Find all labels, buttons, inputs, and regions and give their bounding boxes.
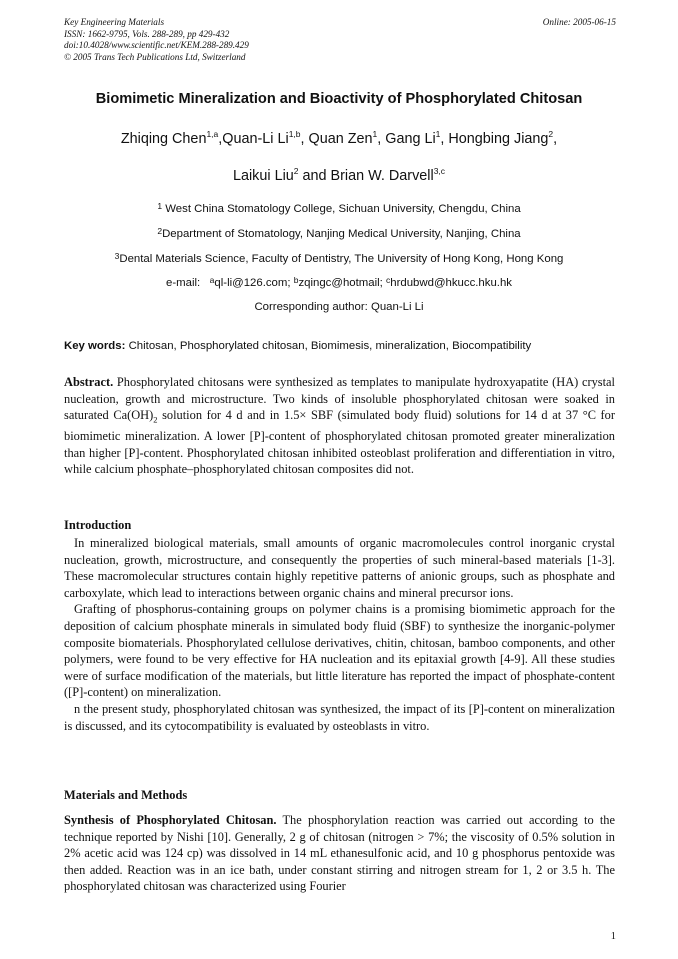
section-heading-introduction: Introduction — [64, 518, 132, 532]
affiliation-sup: 3 — [114, 251, 120, 261]
corresponding-author: Corresponding author: Quan-Li Li — [254, 301, 424, 313]
paragraph: n the present study, phosphorylated chitosan was synthesized, the impact of its [P]-content on mineralization is discussed, and its cytocompatibility is evaluated by osteoblasts in vitro. — [64, 701, 615, 733]
affiliation-text: Department of Stomatology, Nanjing Medical University, Nanjing, China — [162, 228, 521, 240]
author-sup: 1 — [435, 129, 441, 139]
section-heading-methods: Materials and Methods — [64, 788, 188, 802]
copyright-line: © 2005 Trans Tech Publications Ltd, Switzerland — [64, 51, 246, 62]
affiliation-sup: 2 — [157, 226, 163, 236]
online-date: Online: 2005-06-15 — [542, 17, 616, 27]
email-address: hrdubwd@hkucc.hku.hk — [390, 277, 512, 289]
affiliation-text: Dental Materials Science, Faculty of Dentistry, The University of Hong Kong, Hong Kong — [119, 253, 564, 265]
abstract-label: Abstract. — [64, 375, 114, 389]
email-address: ql-li@126.com; — [214, 277, 294, 289]
author-sup: 1,b — [288, 129, 301, 139]
author-line-2 — [0, 168, 678, 184]
keywords-label: Key words: — [64, 340, 126, 352]
author-name: Zhiqing Chen — [120, 131, 207, 147]
email-line — [0, 277, 678, 289]
author-name: Laikui Liu — [232, 168, 294, 184]
paper-title: Biomimetic Mineralization and Bioactivity of Phosphorylated Chitosan — [95, 91, 583, 107]
keywords — [64, 340, 620, 352]
affiliation-1 — [0, 203, 678, 215]
email-label: e-mail: — [166, 277, 210, 289]
author-sup: 2 — [548, 129, 554, 139]
affiliation-sup: 1 — [157, 201, 163, 211]
email-sup: c — [386, 275, 391, 285]
affiliation-2 — [0, 228, 678, 240]
introduction-body — [64, 535, 615, 734]
author-sup: 3,c — [433, 166, 446, 176]
author-sup: 1 — [372, 129, 378, 139]
paragraph: In mineralized biological materials, small amounts of organic macromolecules control inorganic crystal nucleation, growth, microstructure, and consequently the properties of such mineral-based materials [1-3]. These macromolecular structures contain highly repetitive patterns of anionic groups, such as phosphate and carboxylate, which lead to interactions between organic chains and mineral precursor ions. — [64, 536, 615, 600]
author-name: and Brian W. Darvell — [298, 168, 434, 184]
subsection-label: Synthesis of Phosphorylated Chitosan. — [64, 813, 277, 827]
author-line-1 — [0, 131, 678, 147]
doi-line: doi:10.4028/www.scientific.net/KEM.288-289.429 — [64, 40, 249, 50]
author-name: ,Quan-Li Li — [218, 131, 289, 147]
page-number: 1 — [610, 931, 616, 942]
affiliation-3 — [0, 253, 678, 265]
author-sup: 2 — [293, 166, 299, 176]
email-address: zqingc@hotmail; — [298, 277, 386, 289]
journal-header — [64, 17, 249, 63]
author-sup: 1,a — [206, 129, 219, 139]
abstract — [64, 374, 615, 478]
author-name: , Hongbing Jiang — [440, 131, 549, 147]
methods-text: The phosphorylation reaction was carried out according to the technique reported by Nishi [10]. Generally, 2 g of chitosan (nitrogen > 7%; the viscosity of 0.5% solution in 2% acetic acid was 124 cp) was dissolved in 14 mL ethanesulfonic acid, and 10 g phosphorus pentoxide was then added. Reaction was in an ice bath, under constant stirring and nitrogen stream for 1, 2 or 3.5 h. The phosphorylated chitosan was characterized using Fourier — [64, 813, 616, 894]
affiliation-text: West China Stomatology College, Sichuan University, Chengdu, China — [162, 203, 521, 215]
email-sup: b — [293, 275, 299, 285]
abstract-text: solution for 4 d and in 1.5× SBF (simulated body fluid) solutions for 14 d at 37 °C for biomimetic mineralization. A lower [P]-content of phosphorylated chitosan promoted greater mineralization than higher [P]-content. Phosphorylated chitosan inhibited osteoblast proliferation and differentiation in vitro, while calcium phosphate–phosphorylated chitosan composites did not. — [64, 408, 615, 477]
journal-name: Key Engineering Materials — [64, 17, 165, 27]
abstract-subscript: 2 — [153, 414, 158, 425]
author-separator: , — [553, 131, 558, 147]
email-sup: a — [209, 275, 215, 285]
methods-body — [64, 812, 615, 895]
paragraph: Grafting of phosphorus-containing groups on polymer chains is a promising biomimetic approach for the deposition of calcium phosphate minerals in simulated body fluid (SBF) to synthesize the inorganic-polymer composite biomaterials. Phosphorylated cellulose derivatives, chitin, chitosan, bamboo components, and other polymers, were found to be very effective for HA nucleation and its epitaxial growth [4-9]. All these studies were of surface modification of the materials, but little literature has reported the impact of phosphate-content ([P]-content) on mineralization. — [64, 602, 615, 700]
author-name: , Gang Li — [377, 131, 436, 147]
keywords-text: Chitosan, Phosphorylated chitosan, Biomimesis, mineralization, Biocompatibility — [125, 340, 532, 352]
issn-line: ISSN: 1662-9795, Vols. 288-289, pp 429-432 — [64, 28, 230, 39]
abstract-text: Phosphorylated chitosans were synthesized as templates to manipulate hydroxyapatite (HA) crystal nucleation, growth and microstructure. Two kinds of insoluble phosphorylated chitosan were soaked in saturated Ca(OH) — [64, 375, 615, 423]
author-name: , Quan Zen — [300, 131, 373, 147]
